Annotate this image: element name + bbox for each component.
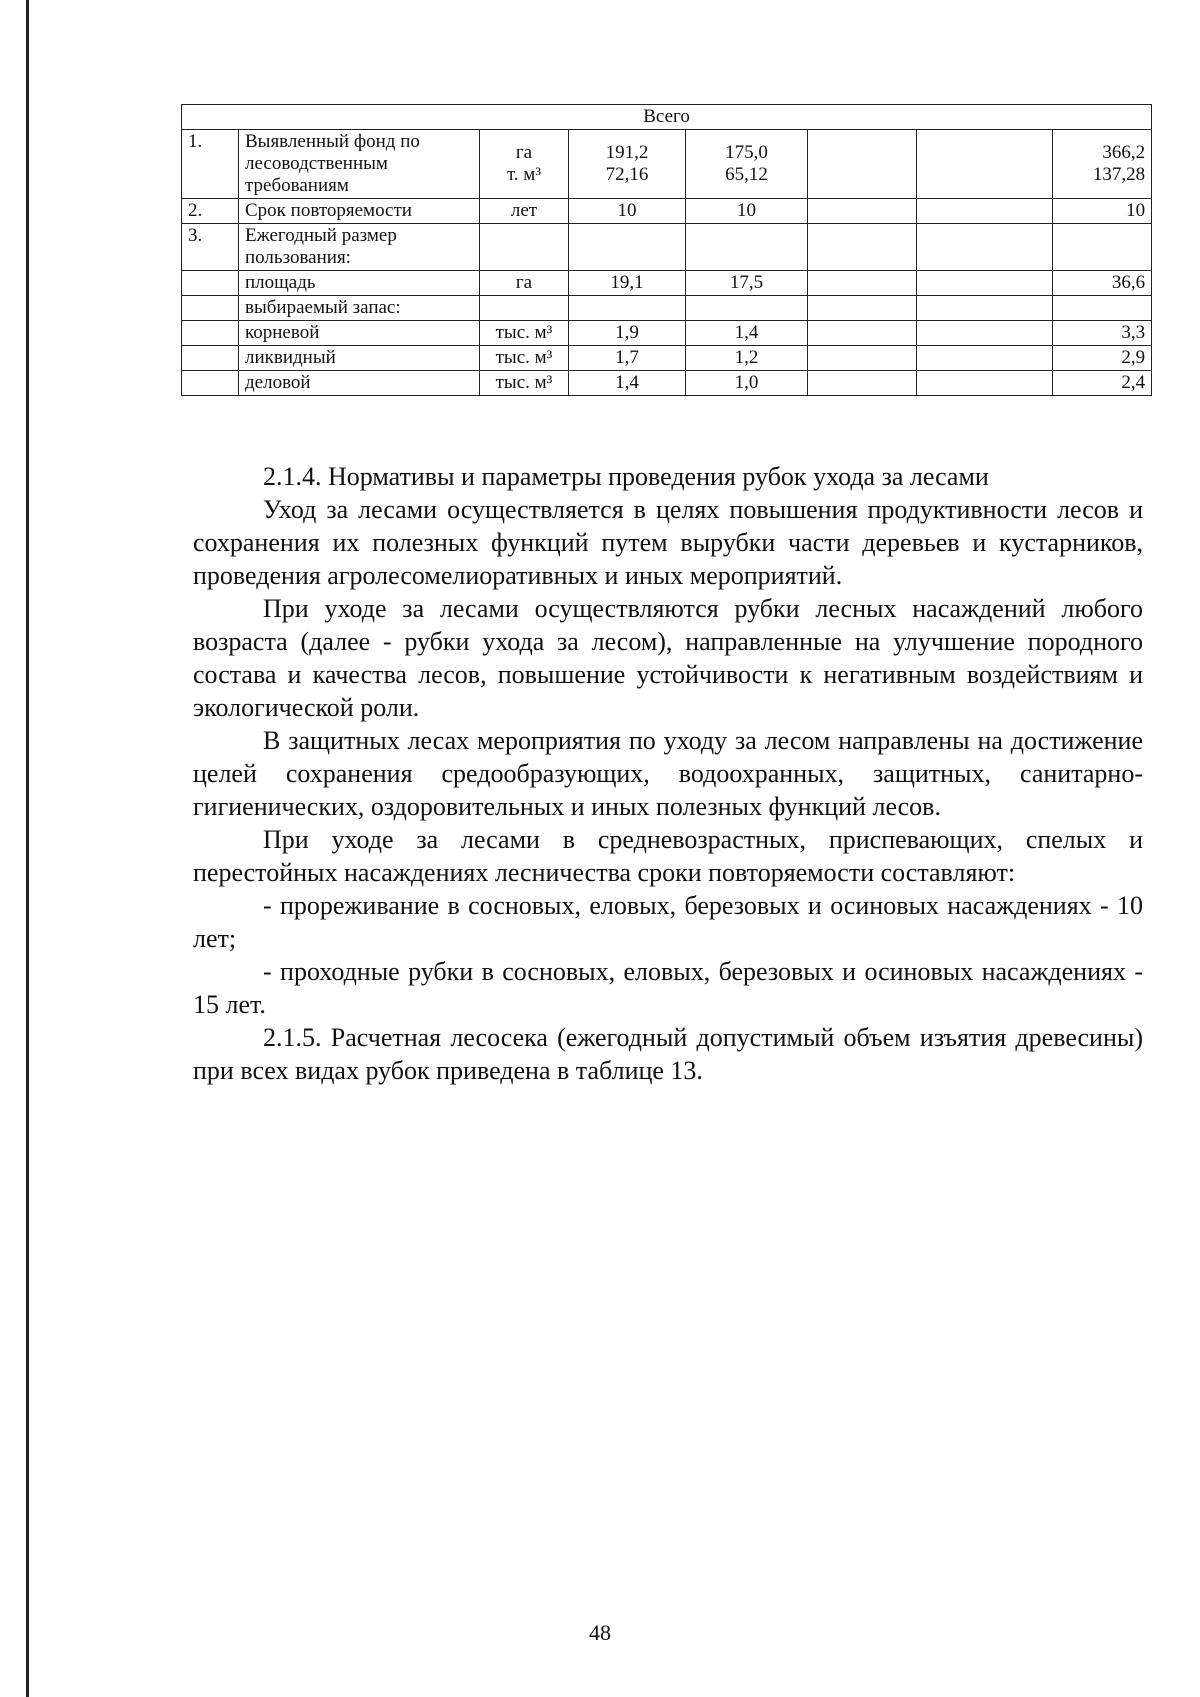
cell-v1: 10 [569, 199, 686, 224]
table-row [182, 199, 1152, 224]
cell-v2: 10 [686, 199, 808, 224]
table-row [182, 321, 1152, 346]
cell-v1 [569, 224, 686, 271]
cell-v2: 175,0 65,12 [686, 130, 808, 199]
cell-unit [480, 296, 569, 321]
cell-name: корневой [239, 321, 480, 346]
cell-num [182, 371, 239, 396]
paragraph-3: В защитных лесах мероприятия по уходу за лесом направлены на достижение целей сохранения средообразующих, водоохранных, защитных, санитарно-гигиенических, оздоровительных и иных полезных функций лесов. [193, 726, 1143, 821]
section-heading: 2.1.4. Нормативы и параметры проведения рубок ухода за лесами [263, 462, 989, 491]
cell-name: Срок повторяемости [239, 199, 480, 224]
cell-v3 [808, 224, 917, 271]
cell-num: 3. [182, 224, 239, 271]
cell-v1: 19,1 [569, 271, 686, 296]
cell-unit: лет [480, 199, 569, 224]
page-left-edge [26, 0, 29, 1697]
paragraph-7: 2.1.5. Расчетная лесосека (ежегодный допустимый объем изъятия древесины) при всех видах рубок приведена в таблице 13. [193, 1023, 1143, 1085]
cell-v2: 1,4 [686, 321, 808, 346]
total-header: Всего [182, 105, 1152, 130]
cell-v1: 191,2 72,16 [569, 130, 686, 199]
cell-name: деловой [239, 371, 480, 396]
cell-unit: тыс. м³ [480, 321, 569, 346]
cell-v2: 1,0 [686, 371, 808, 396]
table-row [182, 224, 1152, 271]
cell-name: площадь [239, 271, 480, 296]
table-row [182, 271, 1152, 296]
table-row [182, 346, 1152, 371]
cell-unit: га т. м³ [480, 130, 569, 199]
cell-name: Выявленный фонд по лесоводственным требованиям [239, 130, 480, 199]
cell-v1: 1,7 [569, 346, 686, 371]
cell-total: 366,2 137,28 [1053, 130, 1152, 199]
cutting-table [181, 104, 1152, 396]
cell-total [1053, 224, 1152, 271]
cell-total: 3,3 [1053, 321, 1152, 346]
cell-v4 [917, 224, 1053, 271]
cell-v4 [917, 199, 1053, 224]
paragraph-1: Уход за лесами осуществляется в целях повышения продуктивности лесов и сохранения их полезных функций путем вырубки части деревьев и кустарников, проведения агролесомелиоративных и иных мероприятий. [193, 495, 1143, 590]
cell-v3 [808, 346, 917, 371]
cell-total: 2,4 [1053, 371, 1152, 396]
cell-total: 2,9 [1053, 346, 1152, 371]
cell-v1: 1,4 [569, 371, 686, 396]
cell-v3 [808, 199, 917, 224]
cell-num [182, 346, 239, 371]
cell-total [1053, 296, 1152, 321]
table-row [182, 296, 1152, 321]
cell-v1 [569, 296, 686, 321]
cell-name: Ежегодный размер пользования: [239, 224, 480, 271]
cell-v2 [686, 296, 808, 321]
cell-num: 2. [182, 199, 239, 224]
cell-name: выбираемый запас: [239, 296, 480, 321]
cell-v2 [686, 224, 808, 271]
cell-v3 [808, 371, 917, 396]
page-number: 48 [589, 1620, 611, 1645]
cell-num: 1. [182, 130, 239, 199]
cell-v4 [917, 130, 1053, 199]
cell-v2: 17,5 [686, 271, 808, 296]
table-row [182, 371, 1152, 396]
cell-unit [480, 224, 569, 271]
body-text [193, 460, 1143, 1087]
paragraph-6: - проходные рубки в сосновых, еловых, березовых и осиновых насаждениях - 15 лет. [193, 957, 1143, 1019]
cell-v4 [917, 321, 1053, 346]
cell-v4 [917, 371, 1053, 396]
cell-unit: га [480, 271, 569, 296]
cell-v3 [808, 130, 917, 199]
cell-v4 [917, 346, 1053, 371]
paragraph-5: - прореживание в сосновых, еловых, березовых и осиновых насаждениях - 10 лет; [193, 891, 1143, 953]
cell-total: 36,6 [1053, 271, 1152, 296]
cell-unit: тыс. м³ [480, 346, 569, 371]
cell-num [182, 321, 239, 346]
paragraph-4: При уходе за лесами в средневозрастных, приспевающих, спелых и перестойных насаждениях лесничества сроки повторяемости составляют: [193, 825, 1143, 887]
cell-v2: 1,2 [686, 346, 808, 371]
cell-num [182, 296, 239, 321]
cell-v3 [808, 296, 917, 321]
cell-num [182, 271, 239, 296]
table-row [182, 130, 1152, 199]
table-header-row [182, 105, 1152, 130]
cell-v4 [917, 296, 1053, 321]
paragraph-2: При уходе за лесами осуществляются рубки лесных насаждений любого возраста (далее - рубки ухода за лесом), направленные на улучшение породного состава и качества лесов, повышение устойчивости к негативным воздействиям и экологической роли. [193, 594, 1143, 722]
cell-v4 [917, 271, 1053, 296]
cell-name: ликвидный [239, 346, 480, 371]
cell-v3 [808, 271, 917, 296]
cell-unit: тыс. м³ [480, 371, 569, 396]
cell-v1: 1,9 [569, 321, 686, 346]
cell-total: 10 [1053, 199, 1152, 224]
cell-v3 [808, 321, 917, 346]
